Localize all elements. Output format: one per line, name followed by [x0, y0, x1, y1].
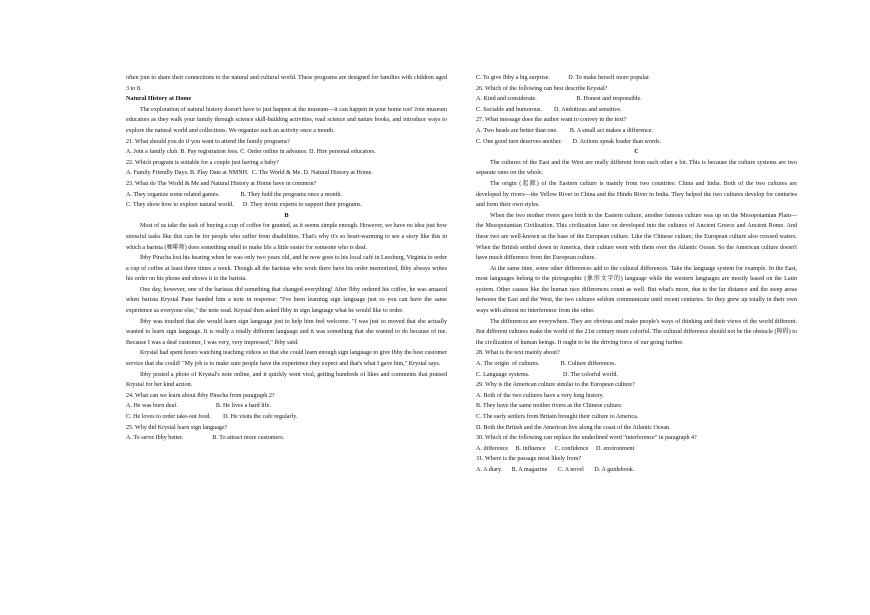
- question-30-options: A. difference B. influence C. confidence D. environment: [476, 445, 635, 452]
- question-28-options-1: A. The origin of cultures. B. Culture differences.: [476, 361, 617, 368]
- passage-b-paragraph-3: One day, however, one of the baristas did something that changed everything! After Ibby ordered his coffee, he was amazed when barista Krystal Pane handed him a note in response: "I've been learning sign language just so you can have the same experience as everyone else," the note read. Krystal then asked Ibby in sign language what he would like to order.: [126, 286, 447, 315]
- question-26-options-2: C. Sociable and humorous. D. Ambitious and sensitive.: [476, 106, 622, 113]
- section-b-heading: B: [284, 212, 289, 219]
- heading-natural-history: Natural History at Home: [126, 96, 192, 103]
- question-31: 31. Where is the passage most likely from?: [476, 456, 582, 463]
- question-29-option-a: A. Both of the two cultures have a very long history.: [476, 392, 604, 399]
- question-30: 30. Which of the following can replace the underlined word "interference" in paragraph 4?: [476, 435, 697, 442]
- passage-b-paragraph-1: Most of us take the task of buying a cup of coffee for granted, as it seems simple enough. However, we have no idea just how stressful tasks like this can be for people who suffer from disabilities. That's why it's so heart-warming to see a story like this in which a barista (咖啡师) does something small to make life a little easier for someone who is deaf.: [126, 223, 447, 251]
- question-22-options: A. Family Friendly Days. B. Play Date at NMNH. C. The World & Me. D. Natural History at Home.: [126, 170, 373, 177]
- question-26: 26. Which of the following can best describe Krystal?: [476, 85, 608, 92]
- question-25-options-2: C. To give Ibby a big surprise. D. To make herself more popular.: [476, 75, 651, 81]
- question-23-options-1: A. They organize some related games. B. They hold the programs once a month.: [126, 191, 342, 198]
- question-27-options-2: C. One good turn deserves another. D. Actions speak louder than words.: [476, 138, 661, 145]
- question-28: 28. What is the text mainly about?: [476, 350, 560, 357]
- intro-continuation: often join to share their connections to the natural and cultural world. These programs are designed for families with children aged 3 to 8.: [126, 75, 447, 92]
- question-31-options: A. A diary. B. A magazine C. A novel D. A guidebook.: [476, 466, 635, 473]
- question-27-options-1: A. Two heads are better than one. B. A small act makes a difference.: [476, 127, 654, 134]
- question-21-options: A. Join a family club. B. Pay registration fees. C. Order online in advance. D. Hire personal educators.: [126, 149, 376, 156]
- question-28-options-2: C. Language systems. D. The colorful world.: [476, 371, 618, 378]
- question-21: 21. What should you do if you want to attend the family programs?: [126, 138, 290, 145]
- question-22: 22. Which program is suitable for a couple just having a baby?: [126, 159, 279, 166]
- question-27: 27. What message does the author want to convey in the text?: [476, 117, 627, 124]
- question-25-options-1: A. To serve Ibby better. B. To attract more customers.: [126, 435, 285, 442]
- passage-b-paragraph-2: Ibby Piracha lost his hearing when he was only two years old, and he now goes to his local café in Leesburg, Virginia to order a cup of coffee at least three times a week. Though all the baristas who work there have his order memorized, Ibby always writes his order on his phone and shows it to the barista.: [126, 255, 447, 283]
- question-23: 23. What do The World & Me and Natural History at Home have in common?: [126, 180, 317, 187]
- passage-b-paragraph-4: Ibby was touched that she would learn sign language just to help him feel welcome. "I was just so moved that she actually wanted to learn sign language. It is really a totally different language and it was something that she wanted to do because of me. Because I was a deaf customer, I was very, very impressed," Ibby said.: [126, 318, 447, 346]
- passage-c-paragraph-1: The cultures of the East and the West are really different from each other a lot. This is because the culture systems are two separate ones on the whole.: [476, 159, 797, 177]
- question-26-options-1: A. Kind and considerate. B. Honest and responsible.: [476, 96, 642, 103]
- right-column: [476, 73, 797, 476]
- question-24-options-2: C. He loves to order take-out food. D. He visits the cafe regularly.: [126, 414, 298, 420]
- passage-b-paragraph-6: Ibby posted a photo of Krystal's note online, and it quickly went viral, getting hundreds of likes and comments that praised Krystal for her kind action.: [126, 371, 447, 389]
- passage-c-paragraph-2: The origin (起源) of the Eastern culture is mainly from two countries: China and India. Both of the two cultures are developed by rivers—the Yellow River in China and the Hindu River in India. They helped the two cultures develop for centuries and form their own styles.: [476, 180, 797, 209]
- question-29-option-d: D. Both the British and the American live along the coast of the Atlantic Ocean.: [476, 424, 671, 431]
- passage-c-paragraph-4: At the same time, some other differences add to the cultural differences. Take the language system for example. In the East, most languages belong to the pictographic (象形文字的) language while the western languages are mostly based on the Latin system. Other causes like the human race differences count as well. But what's more, due to the far distance and the steep areas between the East and the West, the two cultures seldom communicate until recent centuries. So they grew up totally in their own ways with almost no interference from the other.: [476, 265, 797, 315]
- question-24: 24. What can we learn about Ibby Piracha from paragraph 2?: [126, 392, 275, 399]
- left-column: [126, 73, 447, 444]
- question-29-option-b: B. They have the same mother rivers as the Chinese culture.: [476, 403, 623, 410]
- natural-history-paragraph: The exploration of natural history doesn't have to just happen at the museum—it can happen in your home too! Join museum educators as they walk your family through science skill-building activities, read science and nature books, and introduce ways to explore the natural world and collections. We organize such an activity once a month.: [126, 106, 447, 134]
- passage-c-paragraph-5: The differences are everywhere. They are obvious and make people's ways of thinking and their views of the world different. But different cultures make the world of the 21st century more colorful. The cultural difference should not be the obstacle (障碍) to the civilization of human beings. It ought to be the driving force of our going further.: [476, 318, 797, 346]
- passage-b-paragraph-5: Krystal had spent hours watching teaching videos so that she could learn enough sign language to give Ibby the best customer service that she could! "My job is to make sure people have the experience they expect and that's what I gave him," Krystal says.: [126, 350, 447, 368]
- section-c-heading: C: [634, 149, 639, 156]
- question-29: 29. Why is the American culture similar to the European culture?: [476, 382, 635, 389]
- question-24-options-1: A. He was born deaf. B. He lives a hard life.: [126, 403, 271, 410]
- question-25: 25. Why did Krystal learn sign language?: [126, 424, 228, 431]
- passage-c-paragraph-3: When the two mother rivers gave birth to the Eastern culture, another famous culture was up on the Mesopotamian Plain—the Mesopotamian Civilization. This civilization later on developed into the cultures of Ancient Greece and Ancient Rome. And these two are well-known as the base of the European culture. Like the Chinese culture, the European culture also crossed waters. When the British settled down in America, their culture went with them over the Atlantic Ocean. So the American culture doesn't have much difference from the European culture.: [476, 212, 797, 262]
- question-29-option-c: C. The early settlers from Britain brought their culture to America.: [476, 414, 639, 420]
- question-23-options-2: C. They show how to explore natural world. D. They invite experts to support their programs.: [126, 202, 363, 209]
